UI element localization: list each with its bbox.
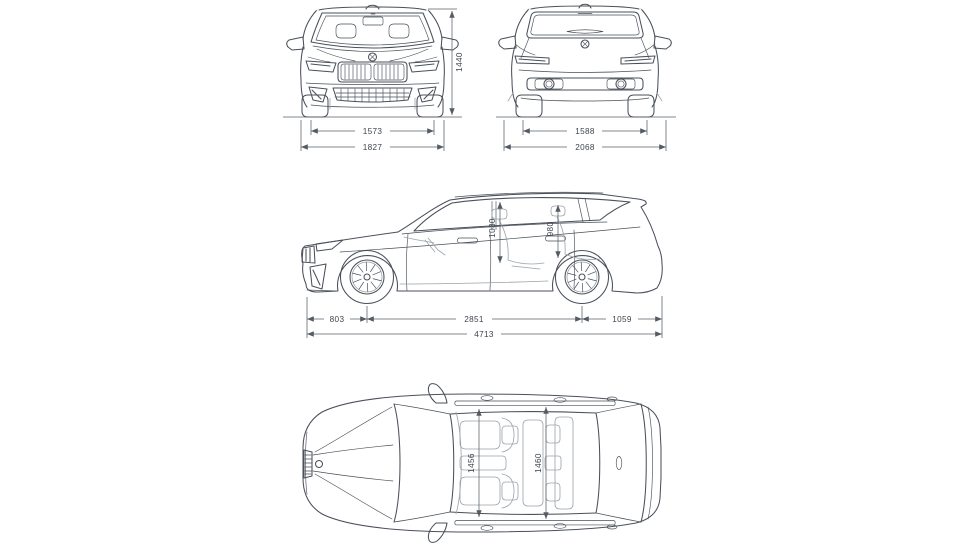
- front-headroom-dim-label: 1030: [488, 218, 498, 238]
- rear-bumper: [521, 78, 649, 101]
- front-body-sides: [301, 11, 445, 107]
- bmw-roundel-icon: [316, 461, 323, 468]
- tailgate: [515, 38, 655, 73]
- side-door-lines: [400, 230, 575, 291]
- overall-length-dim-label: 4713: [474, 330, 494, 339]
- side-front-wheel: [341, 251, 394, 304]
- top-rear-window: [596, 404, 653, 522]
- rear-headroom-dimension: [546, 205, 558, 258]
- rearview-mirror: [363, 14, 383, 25]
- height-dimension: [428, 9, 464, 115]
- front-seat-headrest: [492, 209, 507, 219]
- side-view-drawing: [302, 192, 663, 339]
- wheelbase-dim-label: 2851: [464, 315, 484, 324]
- rear-wiper: [567, 30, 603, 34]
- rear-overhang-dim-label: 1059: [612, 315, 632, 324]
- front-interior-width-dim-label: 1456: [467, 453, 477, 473]
- front-headlights: [306, 61, 439, 72]
- height-dim-label: 1440: [455, 52, 465, 72]
- rear-bench-back: [555, 417, 573, 509]
- front-seat: [499, 220, 544, 269]
- front-track-dimension: [311, 120, 434, 136]
- front-interior-width-dimension: [467, 409, 479, 517]
- front-windshield: [311, 13, 434, 48]
- top-hood-creases: [313, 407, 393, 519]
- rear-track-dim-label: 1588: [575, 127, 595, 136]
- side-front-fascia: [302, 240, 343, 291]
- front-cowl-line: [313, 46, 432, 52]
- exhaust-tip-left: [544, 79, 554, 89]
- kidney-grille: [338, 62, 407, 82]
- top-windshield: [394, 404, 454, 522]
- exhaust-tip-right: [616, 79, 626, 89]
- rear-wheels: [508, 93, 662, 117]
- bmw-roundel-icon: [369, 53, 377, 61]
- bmw-roundel-icon: [581, 40, 589, 48]
- rear-view-drawing: [496, 4, 676, 152]
- rear-width-mirrors-dim-label: 2068: [575, 143, 595, 152]
- front-track-dim-label: 1573: [362, 127, 383, 136]
- side-interior: [404, 206, 600, 269]
- roof-rail-right: [455, 521, 615, 525]
- roof-rail-left: [455, 401, 615, 405]
- rear-roof-antenna: [526, 4, 644, 12]
- front-bumper: [306, 83, 439, 107]
- front-roof-antenna: [314, 5, 431, 13]
- front-headrest-right: [389, 24, 409, 38]
- front-seat-right: [460, 474, 518, 508]
- front-headroom-dimension: [488, 202, 500, 263]
- taillight-left: [515, 56, 549, 64]
- top-body-outline: [303, 394, 661, 532]
- front-headrest-left: [336, 24, 356, 38]
- front-width-dimension: [301, 120, 444, 152]
- front-seat-left: [460, 418, 518, 452]
- rear-interior-width-dimension: [534, 407, 546, 519]
- front-view-drawing: [283, 5, 464, 152]
- front-overhang-dim-label: 803: [329, 315, 345, 324]
- taillight-right: [621, 56, 655, 64]
- rear-width-mirrors-dimension: [504, 120, 666, 152]
- side-greenhouse: [414, 198, 630, 231]
- rear-interior-width-dim-label: 1460: [534, 453, 544, 473]
- rear-window: [527, 12, 643, 38]
- top-side-mirrors: [428, 384, 447, 543]
- shark-fin-antenna: [616, 457, 622, 470]
- rear-body-sides: [512, 10, 659, 107]
- dashboard-line: [456, 412, 461, 514]
- rear-headroom-dim-label: 980: [546, 221, 556, 237]
- front-width-dim-label: 1827: [362, 143, 383, 152]
- top-view-drawing: [303, 384, 661, 543]
- rear-headrests: [545, 425, 561, 501]
- front-hood-creases: [308, 49, 437, 62]
- rear-track-dimension: [523, 120, 647, 136]
